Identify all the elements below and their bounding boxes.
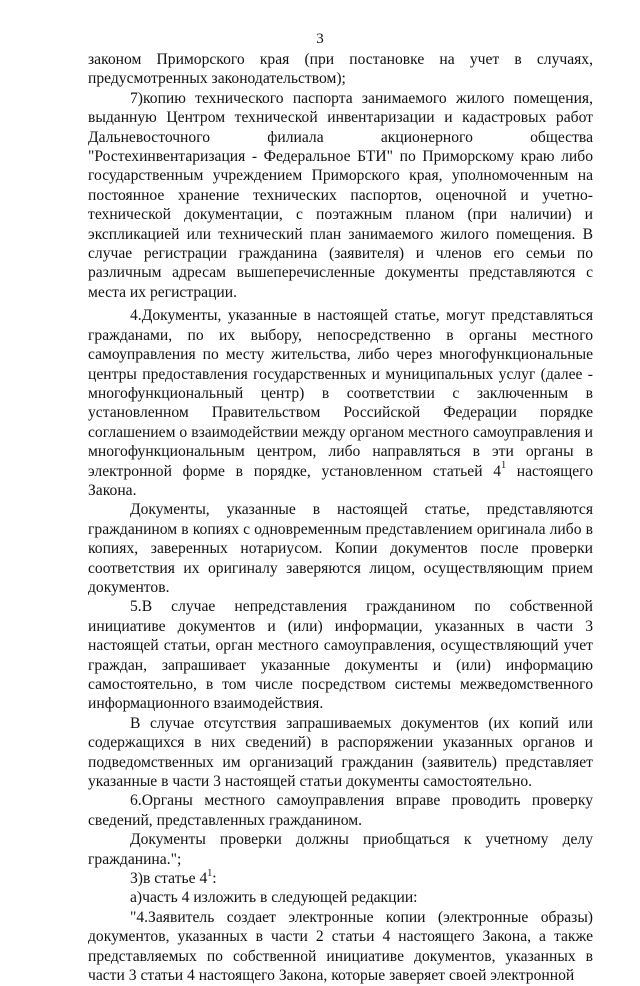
text-run: Документы проверки должны приобщаться к учетному делу гражданина.";	[88, 831, 593, 868]
document-body	[88, 50, 593, 986]
text-run: :	[212, 870, 217, 888]
text-run: 5.В случае непредставления гражданином по собственной инициативе документов и (или) информации, указанных в части 3 настоящей статьи, орган местного самоуправления, осуществляющий учет граждан, запрашивает указанные документы и (или) информацию самостоятельно, в том числе посредством системы межведомственного информационного взаимодействия.	[88, 598, 593, 713]
text-run: 6.Органы местного самоуправления вправе проводить проверку сведений, представленных гражданином.	[88, 792, 593, 829]
superscript: 1	[207, 867, 213, 879]
text-run: законом Приморского края (при постановке на учет в случаях, предусмотренных законодательством);	[88, 51, 593, 88]
text-run: "4.Заявитель создает электронные копии (электронные образы) документов, указанных в части 2 статьи 4 настоящего Закона, а также представляемых по собственной инициативе документов, указанных в части 3 статьи 4 настоящего Закона, которые заверяет своей электронной	[88, 908, 593, 985]
text-run: 4.Документы, указанные в настоящей статье, могут представляться гражданами, по их выбору, непосредственно в органы местного самоуправления по месту жительства, либо через многофункциональные центры предоставления государственных и муниципальных услуг (далее - многофункциональный центр) в соответствии с заключенным в установленном Правительством Российской Федерации порядке соглашением о взаимодействии между органом местного самоуправления и многофункциональным центром, либо направляться в эти органы в электронной форме в порядке, установленном статьей 4	[88, 307, 593, 480]
paragraph-copies	[88, 500, 593, 597]
paragraph-continuation	[88, 50, 593, 89]
text-run: Документы, указанные в настоящей статье, представляются гражданином в копиях с одновременным представлением оригинала либо в копиях, заверенных нотариусом. Копии документов после проверки соответствия их оригиналу заверяются лицом, осуществляющим прием документов.	[88, 501, 593, 596]
paragraph-new-4	[88, 908, 593, 986]
text-run: В случае отсутствия запрашиваемых документов (их копий или содержащихся в них сведений) в распоряжении указанных органов и подведомственных им организаций гражданин (заявитель) представляет указанные в части 3 настоящей статьи документы самостоятельно.	[88, 714, 593, 791]
text-run: 7)копию технического паспорта занимаемого жилого помещения, выданную Центром технической инвентаризации и кадастровых работ Дальневосточного филиала акционерного общества "Ростехинвентаризация - Федеральное БТИ" по Приморскому краю либо государственным учреждением Приморского края, уполномоченным на постоянное хранение технических паспортов, оценочной и учетно-технической документации, с поэтажным планом (при наличии) и экспликацией или технический план занимаемого жилого помещения. В случае регистрации гражданина (заявителя) и членов его семьи по различным адресам вышеперечисленные документы представляются с места их регистрации.	[88, 89, 593, 301]
page-number: 3	[316, 31, 324, 47]
text-run: 3)в статье 4	[130, 870, 208, 888]
superscript: 1	[501, 460, 507, 472]
paragraph-section-5	[88, 597, 593, 713]
text-run: настоящего Закона.	[88, 462, 593, 499]
paragraph-item-7	[88, 89, 593, 302]
paragraph-attach	[88, 830, 593, 869]
text-run: а)часть 4 изложить в следующей редакции:	[130, 889, 418, 907]
paragraph-section-6	[88, 791, 593, 830]
paragraph-absence	[88, 714, 593, 792]
paragraph-section-4	[88, 306, 593, 500]
paragraph-item-3	[88, 869, 593, 888]
